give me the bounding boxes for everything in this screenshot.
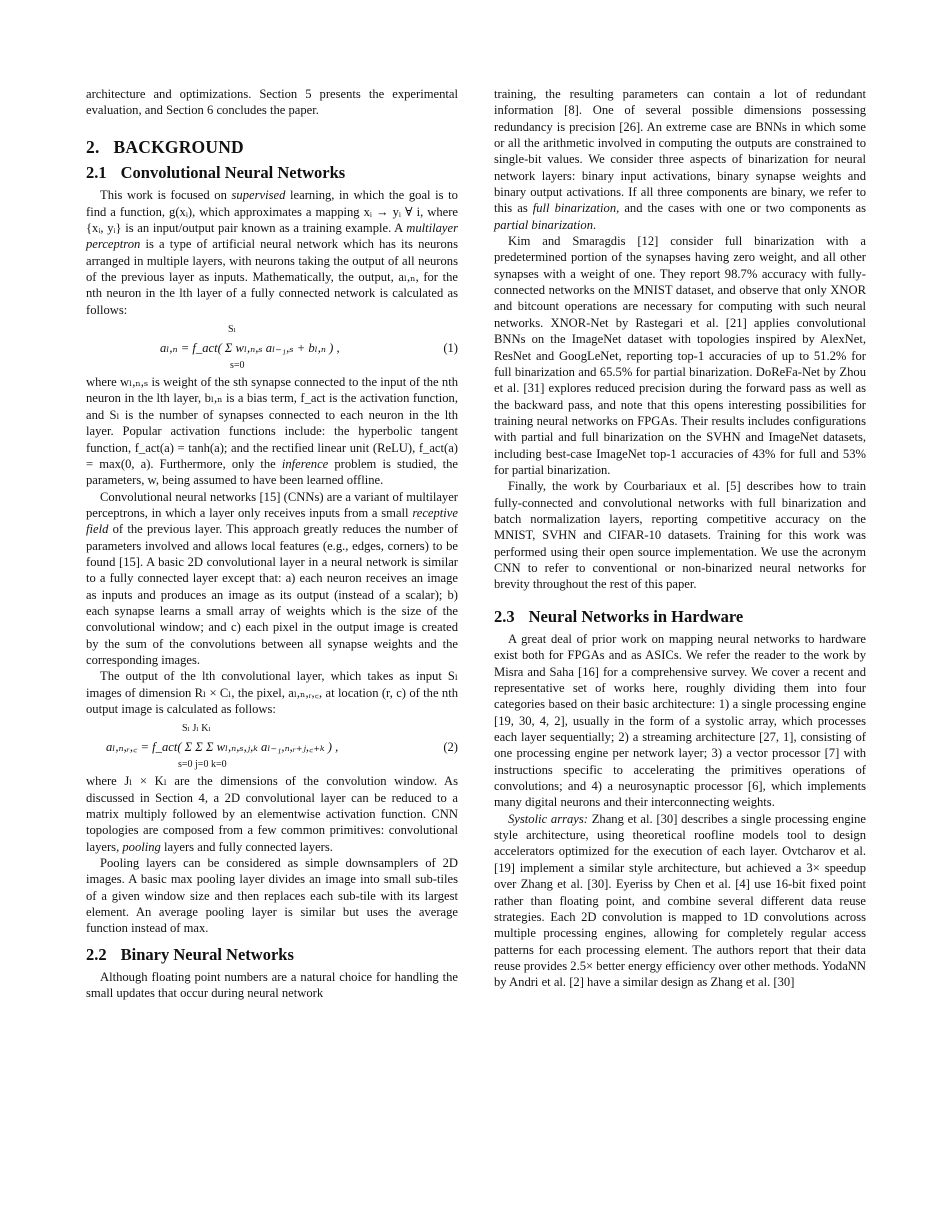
section-2-3-heading: 2.3 Neural Networks in Hardware xyxy=(494,606,744,626)
paragraph-systolic: Systolic arrays: Zhang et al. [30] describes a single processing engine style architecture, using theoretical roofline models tool to design accelerators optimized for the execution of each layer. Ovtcharov et al. [19] implement a similar style architecture, but achieved a 3× speedup over Zhang et al. [30]. Eyeriss by Chen et al. [4] use 16-bit fixed point rather than floating point, and combine several different data reuse strategies. Each 2D convolution is mapped to 1D convolutions across multiple processing engines, allowing for completely regular access patterns for each processing element. The authors report that their data reuse provides 2.5× better energy efficiency over other methods. YodaNN by Andri et al. [2] have a similar design as Zhang et al. [30] xyxy=(494,811,866,990)
paragraph-courbariaux: Finally, the work by Courbariaux et al. [5] describes how to train fully-connected and convolutional networks with full binarization and batch normalization layers, reporting competitive accuracy on the MNIST, SVHN and CIFAR-10 datasets. Training for this work was performed using their open source implementation. We use the acronym CNN to refer to conventional or non-binarized neural networks for brevity throughout the rest of this paper. xyxy=(494,479,866,592)
paragraph-binarization: training, the resulting parameters can contain a lot of redundant information [8]. One of several possible dimensions possessing redundancy is precision [26]. An extreme case are BNNs in which some or all the arithmetic involved in computing the outputs are constrained to single-bit values. We consider three aspects of binarization for neural network layers: binary input activations, binary synapse weights and binary output activations. If all three components are binary, we refer to this as full binarization, and the cases with one or two components as partial binarization. xyxy=(494,87,866,232)
section-2-1-heading: 2.1 Convolutional Neural Networks xyxy=(86,163,346,183)
paragraph-related-bnn: Kim and Smaragdis [12] consider full binarization with a predetermined portion of the synapses having zero weight, and all other synapses with a weight of one. They report 98.7% accuracy with fully-connected networks on the MNIST dataset, and observe that only XNOR and bitcount operations are necessary for computing with such neural networks. XNOR-Net by Rastegari et al. [21] applies convolutional BNNs on the ImageNet dataset with topologies inspired by AlexNet, ResNet and GoogLeNet, reporting top-1 accuracies of up to 51.2% for full binarization and 65.5% for partial binarization. DoReFa-Net by Zhou et al. [31] explores reduced precision during the forward pass as well as the backward pass, and note that this opens interesting possibilities for training neural networks on FPGAs. Their results includes configurations with partial and full binarization on the SVHN and ImageNet datasets, including best-case ImageNet top-1 accuracies of 43% for full and 53% for partial binarization. xyxy=(494,234,866,477)
intro-paragraph: architecture and optimizations. Section 5 presents the experimental evaluation, and Section 6 concludes the paper. xyxy=(86,87,458,118)
section-2-2-heading: 2.2 Binary Neural Networks xyxy=(86,944,294,964)
paragraph-activation: where wₗ,ₙ,ₛ is weight of the sth synapse connected to the input of the nth neuron in the lth layer, bₗ,ₙ is a bias term, f_act is the activation function, and Sₗ is the number of synapses connected to each neuron in the lth layer. Popular activation functions include: the hyperbolic tangent function, f_act(a) = tanh(a); and the rectified linear unit (ReLU), f_act(a) = max(0, a). Furthermore, only the inference problem is studied, the parameters, w, being assumed to have been learned offline. xyxy=(86,375,458,488)
section-2-heading: 2. BACKGROUND xyxy=(86,136,244,157)
paragraph-conv-output: The output of the lth convolutional layer, which takes as input Sₗ images of dimension Rₗ × Cₗ, the pixel, aₗ,ₙ,ᵣ,꜀, at location (r, c) of the nth output image is calculated as follows: xyxy=(86,669,458,716)
equation-2: Sₗ Jₗ Kₗ s=0 j=0 k=0 aₗ,ₙ,ᵣ,꜀ = f_act( Σ Σ Σ wₗ,ₙ,ₛ,ⱼ,ₖ aₗ₋₁,ₙ,ᵣ₊ⱼ,꜀₊ₖ ) , (2) xyxy=(106,723,458,771)
paragraph-floating-point: Although floating point numbers are a natural choice for handling the small updates that occur during neural network xyxy=(86,970,458,1001)
paragraph-conv-window: where Jₗ × Kₗ are the dimensions of the convolution window. As discussed in Section 4, a 2D convolutional layer can be reduced to a matrix multiply followed by an elementwise activation function. CNN topologies are composed from a few common primitives: convolutional layers, pooling layers and fully connected layers. xyxy=(86,774,458,854)
paragraph-cnn: Convolutional neural networks [15] (CNNs) are a variant of multilayer perceptrons, in which a layer only receives inputs from a small receptive field of the previous layer. This approach greatly reduces the number of parameters involved and allows local features (e.g., edges, corners) to be found [15]. A basic 2D convolutional layer in a neural network is similar to a fully connected layer except that: a) each neuron receives an image as inputs and produces an image as its output (instead of a scalar); b) each synapse learns a small array of weights which is the size of the convolutional window; and c) each pixel in the output image is created by the sum of the convolutions between all synapse weights and the corresponding images. xyxy=(86,489,458,667)
right-column xyxy=(494,86,866,991)
left-column xyxy=(86,86,458,1002)
equation-1: Sₗ s=0 aₗ,ₙ = f_act( Σ wₗ,ₙ,ₛ aₗ₋₁,ₛ + bₗ,ₙ ) , (1) xyxy=(160,324,458,372)
paragraph-hardware: A great deal of prior work on mapping neural networks to hardware exist both for FPGAs and as ASICs. We refer the reader to the work by Misra and Saha [16] for a comprehensive survey. We cover a recent and representative set of works here, roughly dividing them into four categories based on their basic architecture: 1) a single processing engine [19, 30, 4, 2], usually in the form of a systolic array, which processes each layer sequentially; 2) a streaming architecture [27, 1], consisting of one processing engine per network layer; 3) a vector processor [7] with instructions specific to accelerating the primitives operations of convolutions; and 4) a neurosynaptic processor [6], which implements many digital neurons and their interconnecting weights. xyxy=(494,632,866,810)
paragraph-supervised: This work is focused on supervised learning, in which the goal is to find a function, g(xᵢ), which approximates a mapping xᵢ → yᵢ ∀ i, where {xᵢ, yᵢ} is an input/output pair known as a training example. A multilayer perceptron is a type of artificial neural network which has its neurons arranged in multiple layers, with neurons taking the output of all neurons of the previous layer as inputs. Mathematically, the output, aₗ,ₙ, for the nth neuron in the lth layer of a fully connected network is calculated as follows: xyxy=(86,188,458,317)
paragraph-pooling: Pooling layers can be considered as simple downsamplers of 2D images. A basic max pooling layer divides an image into small sub-tiles of a given window size and then replaces each sub-tile with its largest element. An average pooling layer is similar but uses the average function instead of max. xyxy=(86,856,458,936)
